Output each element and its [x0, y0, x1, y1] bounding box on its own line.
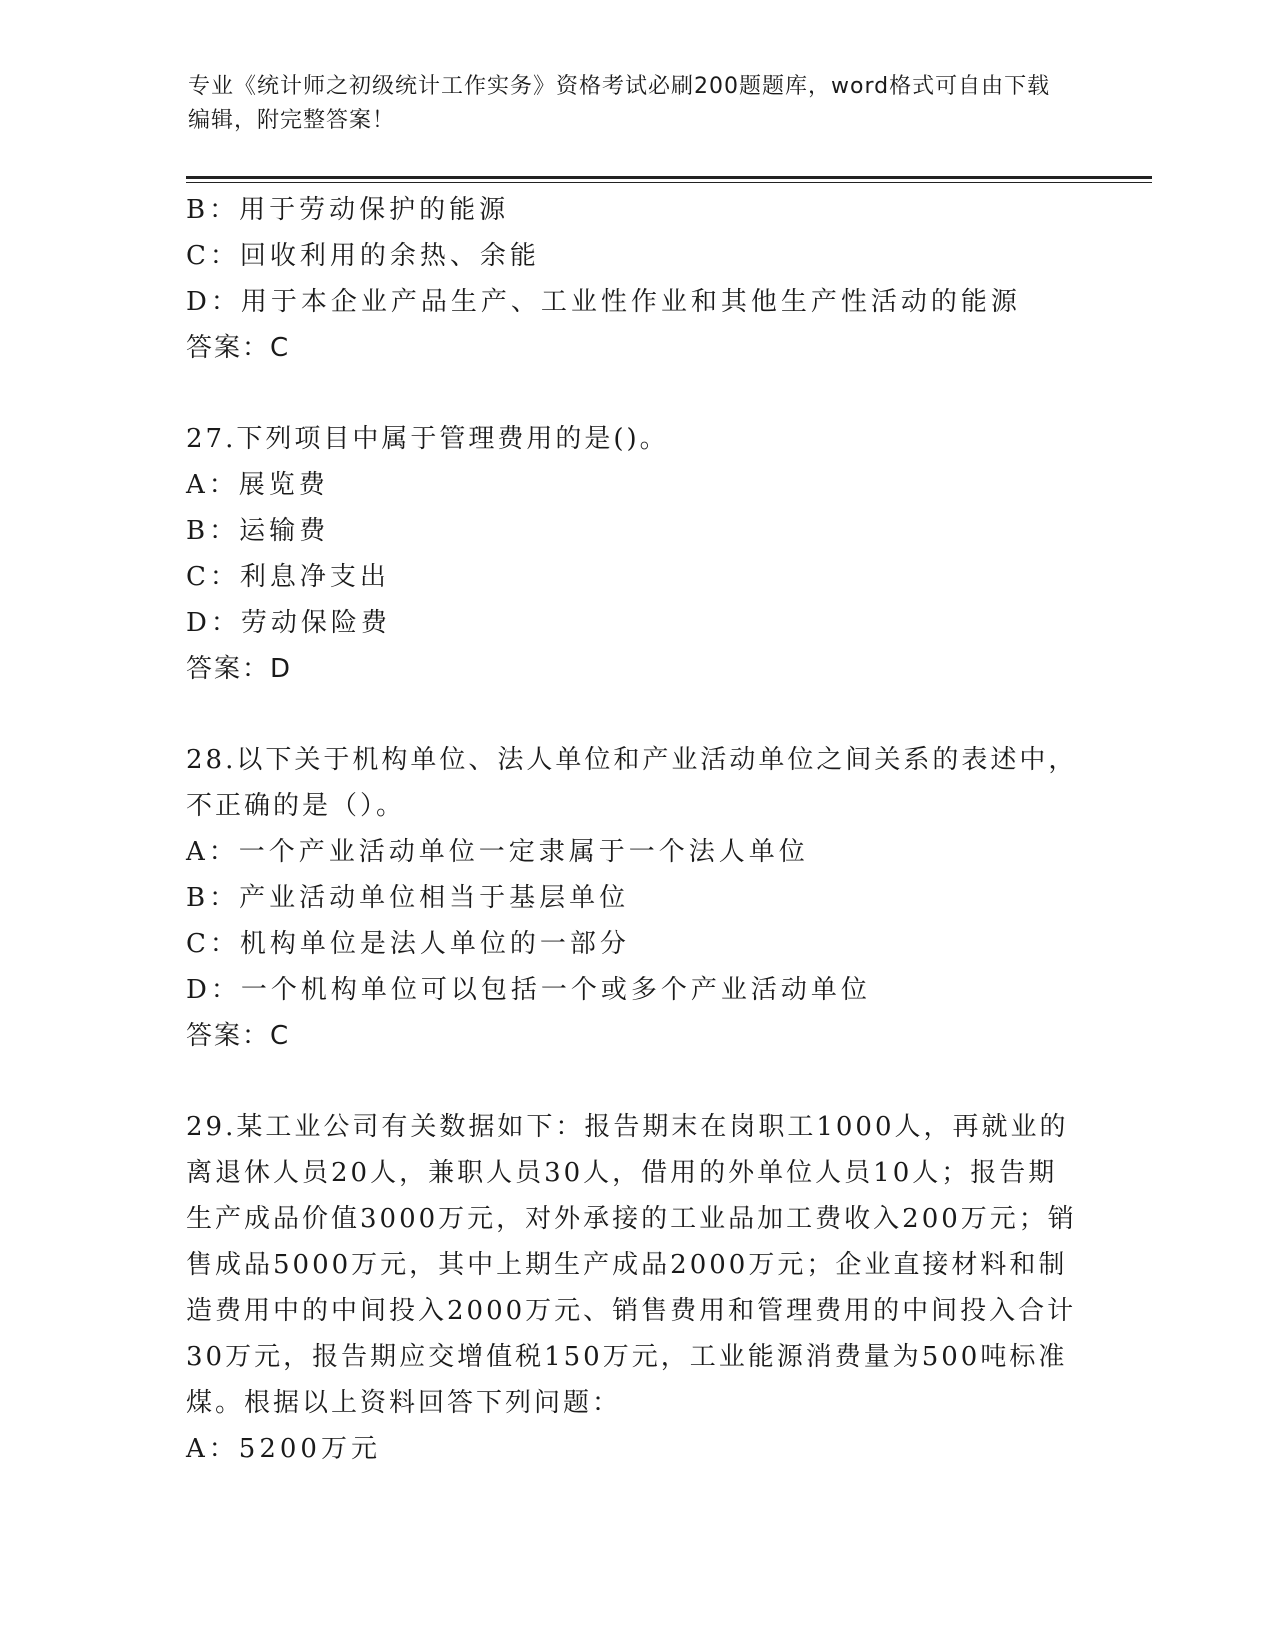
spacer — [186, 692, 1086, 737]
option-b: B：产业活动单位相当于基层单位 — [186, 883, 630, 913]
option-d: D：劳动保险费 — [186, 608, 391, 638]
question-block-28 — [186, 737, 1086, 1059]
header-divider-thick — [186, 176, 1152, 179]
question-block-29 — [186, 1104, 1086, 1472]
option-c: C：利息净支出 — [186, 562, 390, 592]
question-stem: 不正确的是（）。 — [186, 791, 406, 821]
option-b: B：用于劳动保护的能源 — [186, 195, 510, 225]
question-stem: 30万元，报告期应交增值税150万元，工业能源消费量为500吨标准 — [186, 1342, 1068, 1372]
question-block-26 — [186, 187, 1086, 371]
option-a: A：展览费 — [186, 470, 329, 500]
question-content — [186, 187, 1086, 1472]
option-a: A：一个产业活动单位一定隶属于一个法人单位 — [186, 837, 809, 867]
question-block-27 — [186, 416, 1086, 692]
spacer — [186, 1059, 1086, 1104]
option-a: A：5200万元 — [186, 1434, 381, 1464]
answer-line: 答案：C — [186, 333, 291, 363]
spacer — [186, 371, 1086, 416]
question-stem: 造费用中的中间投入2000万元、销售费用和管理费用的中间投入合计 — [186, 1296, 1077, 1326]
question-stem: 售成品5000万元，其中上期生产成品2000万元；企业直接材料和制 — [186, 1250, 1068, 1280]
answer-line: 答案：D — [186, 654, 293, 684]
question-stem: 离退休人员20人，兼职人员30人，借用的外单位人员10人；报告期 — [186, 1158, 1058, 1188]
option-c: C：回收利用的余热、余能 — [186, 241, 540, 271]
question-stem: 生产成品价值3000万元，对外承接的工业品加工费收入200万元；销 — [186, 1204, 1077, 1234]
question-stem: 煤。根据以上资料回答下列问题： — [186, 1388, 622, 1418]
option-d: D：一个机构单位可以包括一个或多个产业活动单位 — [186, 975, 871, 1005]
option-c: C：机构单位是法人单位的一部分 — [186, 929, 630, 959]
question-stem: 29.某工业公司有关数据如下：报告期末在岗职工1000人，再就业的 — [186, 1112, 1069, 1142]
question-stem: 28.以下关于机构单位、法人单位和产业活动单位之间关系的表述中， — [186, 745, 1078, 775]
answer-line: 答案：C — [186, 1021, 291, 1051]
option-d: D：用于本企业产品生产、工业性作业和其他生产性活动的能源 — [186, 287, 1021, 317]
document-header: 专业《统计师之初级统计工作实务》资格考试必刷200题题库，word格式可自由下载编辑，附完整答案！ — [188, 74, 1051, 133]
option-b: B：运输费 — [186, 516, 330, 546]
question-stem: 27.下列项目中属于管理费用的是()。 — [186, 424, 669, 454]
header-divider-thin — [186, 182, 1152, 183]
